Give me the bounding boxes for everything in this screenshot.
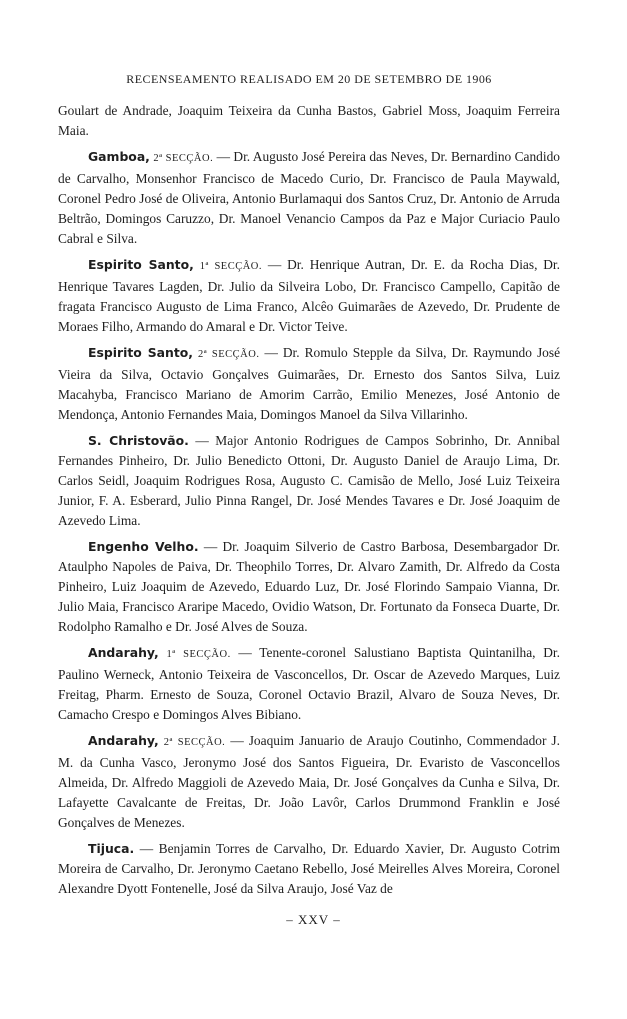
paragraph-text: Goulart de Andrade, Joaquim Teixeira da Cunha Bastos, Gabriel Moss, Joaquim Ferreira Maia. <box>58 103 560 138</box>
section-label: 2ª SECÇÃO. <box>163 737 226 748</box>
paragraph-continuation <box>58 101 560 141</box>
paragraph-espirito-santo-2 <box>58 343 560 425</box>
paragraph-andarahy-2 <box>58 731 560 833</box>
section-label: 2ª SECÇÃO. <box>197 349 260 360</box>
place-name: Andarahy, <box>88 645 159 660</box>
paragraph-text: — Major Antonio Rodrigues de Campos Sobrinho, Dr. Annibal Fernandes Pinheiro, Dr. Julio Benedicto Ottoni, Dr. Augusto Daniel de Araujo Lima, Dr. Carlos Seidl, Joaquim Rodrigues Rosa, Augusto C. Camisão de Mello, José Luiz Teixeira Junior, F. A. Esberard, Julio Pinna Rangel, Dr. José Mendes Tavares e Dr. José Joaquim de Azevedo Lima. <box>58 433 560 528</box>
place-name: Tijuca. <box>88 841 135 856</box>
page-body <box>58 72 560 905</box>
place-name: Espirito Santo, <box>88 257 194 272</box>
paragraph-text: — Dr. Romulo Stepple da Silva, Dr. Raymundo José Vieira da Silva, Octavio Gonçalves Guimarães, Dr. Ernesto dos Santos Silva, Luiz Macahyba, Francisco Mariano de Amorim Carrão, Emilio Menezes, José Antonio de Mendonça, Antonio Fernandes Maia, Domingos Manoel da Silva Villarinho. <box>58 345 561 422</box>
paragraph-sao-christovao <box>58 431 560 531</box>
page-number: – XXV – <box>286 912 341 927</box>
paragraph-espirito-santo-1 <box>58 255 560 337</box>
section-label: 1ª SECÇÃO. <box>166 649 231 660</box>
paragraph-text: — Joaquim Januario de Araujo Coutinho, Commendador J. M. da Cunha Vasco, Jeronymo José dos Santos Figueira, Dr. Evaristo de Vasconcellos Almeida, Dr. Alfredo Maggioli de Azevedo Maia, Dr. José Gonçalves da Cunha e Silva, Dr. Lafayette Cavalcante de Freitas, Dr. João Lavôr, Carlos Drummond Franklin e José Gonçalves de Menezes. <box>58 733 560 830</box>
section-label: 1ª SECÇÃO. <box>199 261 263 272</box>
paragraph-text: — Dr. Joaquim Silverio de Castro Barbosa, Desembargador Dr. Ataulpho Napoles de Paiva, Dr. Theophilo Torres, Dr. Alvaro Zamith, Dr. Alfredo da Costa Pinheiro, Luiz Joaquim de Azevedo, Eduardo Luz, Dr. José Florindo Sampaio Vianna, Dr. Julio Maia, Francisco Araripe Macedo, Ovidio Watson, Dr. Fortunato da Fonseca Duarte, Dr. Rodolpho Ramalho e Dr. José Alves de Souza. <box>58 539 560 634</box>
paragraph-text: — Tenente-coronel Salustiano Baptista Quintanilha, Dr. Paulino Werneck, Antonio Teixeira de Vasconcellos, Dr. Oscar de Azevedo Marques, Luiz Freitag, Pharm. Ernesto de Souza, Coronel Octavio Brazil, Alvaro de Souza Neves, Dr. Camacho Crespo e Domingos Alves Bibiano. <box>58 645 560 722</box>
paragraph-tijuca <box>58 839 560 899</box>
place-name: Espirito Santo, <box>88 345 193 360</box>
running-header: RECENSEAMENTO REALISADO EM 20 DE SETEMBRO DE 1906 <box>126 72 492 86</box>
place-name: Andarahy, <box>88 733 159 748</box>
place-name: S. Christovão. <box>88 433 189 448</box>
paragraph-text: — Dr. Augusto José Pereira das Neves, Dr. Bernardino Candido de Carvalho, Monsenhor Francisco de Macedo Curio, Dr. Francisco de Paula Maywald, Coronel Pedro José de Oliveira, Antonio Burlamaqui dos Santos Cruz, Dr. Antonio de Arruda Beltrão, Domingos Caruzzo, Dr. Manoel Venancio Campos da Paz e Major Curiacio Paulo Cabral e Silva. <box>58 149 560 246</box>
place-name: Engenho Velho. <box>88 539 199 554</box>
place-name: Gamboa, <box>88 149 150 164</box>
paragraph-gamboa <box>58 147 560 249</box>
paragraph-text: — Dr. Henrique Autran, Dr. E. da Rocha Dias, Dr. Henrique Tavares Lagden, Dr. Julio da Silveira Lobo, Dr. Francisco Campello, Capitão de fragata Francisco Augusto de Lima Franco, Alcêo Guimarães de Azevedo, Dr. Prudente de Moraes Filho, Armando do Amaral e Dr. Victor Teive. <box>58 257 561 334</box>
paragraph-text: — Benjamin Torres de Carvalho, Dr. Eduardo Xavier, Dr. Augusto Cotrim Moreira de Carvalho, Dr. Jeronymo Caetano Rebello, José Meirelles Alves Moreira, Coronel Alexandre Dyott Fontenelle, José da Silva Araujo, José Vaz de <box>58 841 560 896</box>
paragraph-engenho-velho <box>58 537 560 637</box>
section-label: 2ª SECÇÃO. <box>153 153 214 164</box>
paragraph-andarahy-1 <box>58 643 560 725</box>
